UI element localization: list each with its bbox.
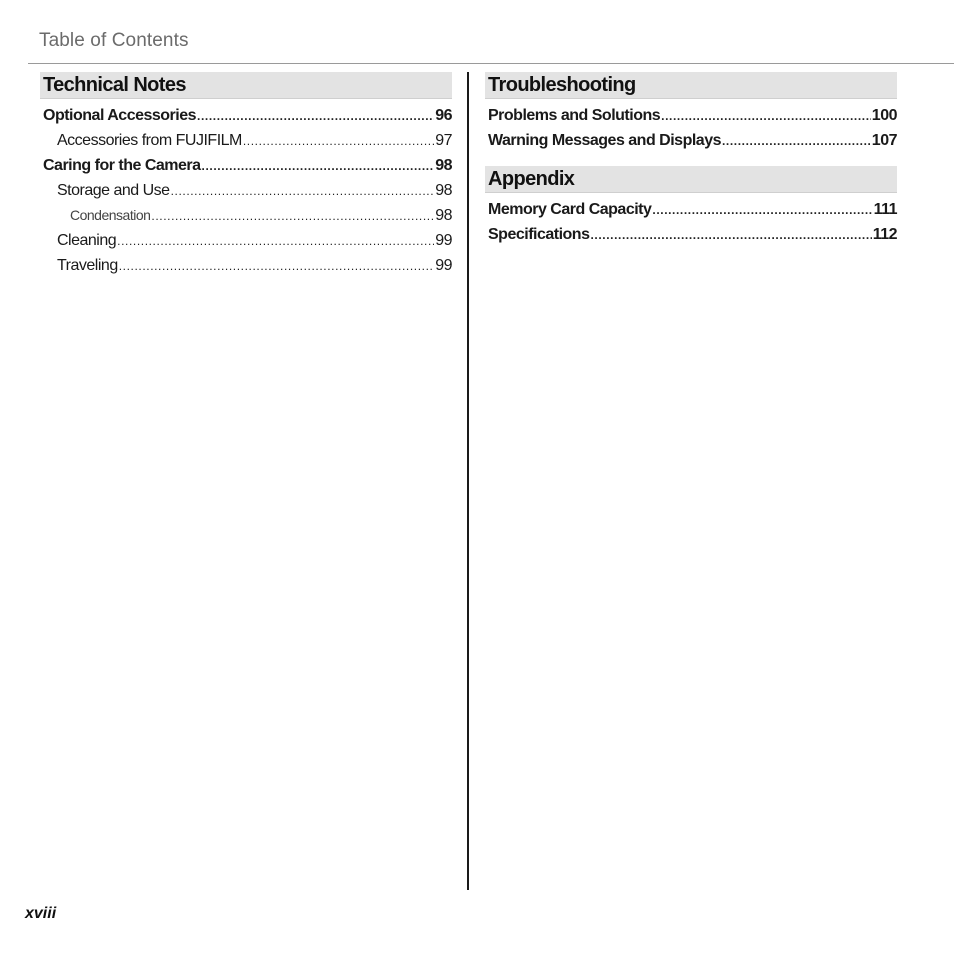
toc-entry[interactable] [485, 222, 897, 247]
running-header: Table of Contents [39, 30, 189, 51]
dot-leader [171, 179, 435, 204]
section-heading: Appendix [485, 166, 897, 193]
toc-entry-page: 112 [872, 226, 897, 243]
toc-entry[interactable] [485, 128, 897, 153]
dot-leader [661, 104, 871, 129]
toc-entry[interactable] [40, 178, 452, 203]
dot-leader [652, 198, 872, 223]
section-heading: Troubleshooting [485, 72, 897, 99]
section-heading: Technical Notes [40, 72, 452, 99]
toc-entry-page: 99 [435, 232, 452, 249]
toc-entry[interactable] [40, 228, 452, 253]
toc-entry-page: 99 [435, 257, 452, 274]
toc-entry-label: Accessories from FUJIFILM [57, 132, 242, 149]
toc-entry[interactable] [40, 253, 452, 278]
dot-leader [197, 104, 434, 129]
toc-entry-label: Condensation [70, 207, 151, 223]
toc-entry-page: 100 [871, 107, 897, 124]
toc-section-technical-notes [40, 72, 452, 278]
toc-section-appendix [485, 166, 897, 247]
toc-entry[interactable] [40, 128, 452, 153]
dot-leader [202, 154, 435, 179]
header-rule [28, 63, 954, 64]
toc-entry-page: 98 [435, 182, 452, 199]
dot-leader [722, 129, 871, 154]
toc-entry-page: 107 [871, 132, 897, 149]
dot-leader [243, 129, 434, 154]
toc-entry-label: Traveling [57, 257, 118, 274]
toc-entry-label: Optional Accessories [43, 107, 197, 124]
toc-column-right [485, 72, 897, 260]
toc-column-left [40, 72, 452, 291]
toc-entry-page: 97 [435, 132, 452, 149]
dot-leader [117, 229, 434, 254]
dot-leader [590, 223, 871, 248]
toc-entry[interactable] [485, 197, 897, 222]
dot-leader [119, 254, 434, 279]
toc-entry-label: Problems and Solutions [488, 107, 661, 124]
toc-entry-label: Specifications [488, 226, 590, 243]
toc-entry-label: Warning Messages and Displays [488, 132, 721, 149]
toc-entry-page: 98 [435, 207, 452, 224]
toc-section-troubleshooting [485, 72, 897, 153]
toc-entry[interactable] [40, 103, 452, 128]
toc-entry[interactable] [485, 103, 897, 128]
toc-entry-label: Memory Card Capacity [488, 201, 652, 218]
toc-entry[interactable] [40, 203, 452, 228]
page-number: xviii [25, 905, 57, 922]
toc-entry-page: 111 [873, 201, 897, 218]
column-divider [467, 72, 469, 890]
toc-entry[interactable] [40, 153, 452, 178]
toc-entry-label: Storage and Use [57, 182, 170, 199]
toc-entry-page: 96 [435, 107, 452, 124]
dot-leader [151, 204, 434, 229]
toc-entry-page: 98 [435, 157, 452, 174]
toc-entry-label: Caring for the Camera [43, 157, 201, 174]
toc-entry-label: Cleaning [57, 232, 117, 249]
